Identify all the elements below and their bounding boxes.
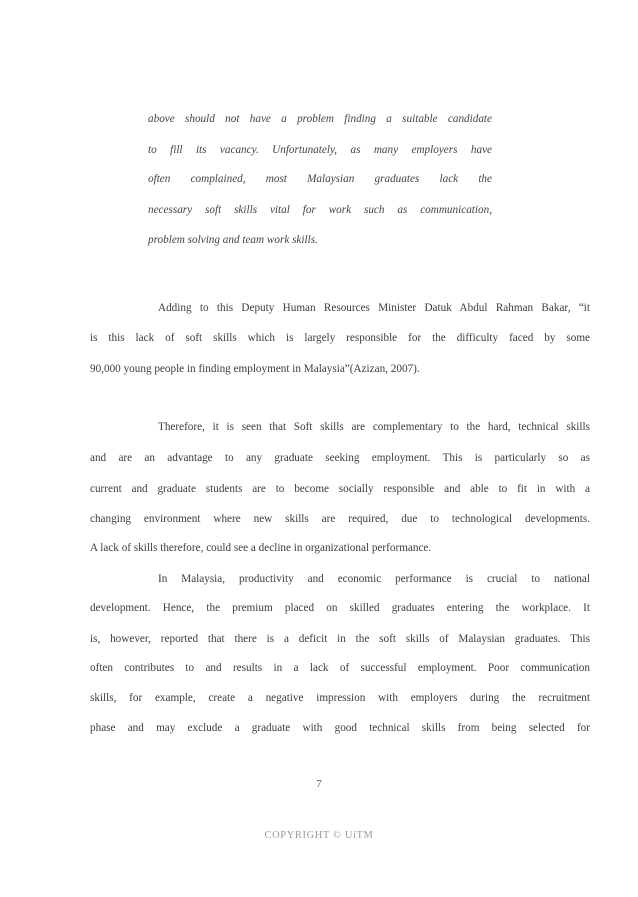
paragraph-line: changing environment where new skills are required, due to technological developments. [90,513,590,525]
paragraph-line: often contributes to and results in a lack of successful employment. Poor communication [90,662,590,674]
paragraph-line: 90,000 young people in finding employment in Malaysia”(Azizan, 2007). [90,363,420,375]
paragraph-line: and are an advantage to any graduate seeking employment. This is particularly so as [90,452,590,464]
paragraph-line: Adding to this Deputy Human Resources Minister Datuk Abdul Rahman Bakar, “it [158,302,590,314]
paragraph-line: phase and may exclude a graduate with good technical skills from being selected for [90,722,590,734]
quote-line: above should not have a problem finding a suitable candidate [148,113,492,125]
paragraph-line: is this lack of soft skills which is largely responsible for the difficulty faced by some [90,332,590,344]
paragraph-line: is, however, reported that there is a deficit in the soft skills of Malaysian graduates. This [90,633,590,645]
copyright-footer: COPYRIGHT © UiTM [264,830,374,841]
quote-line: to fill its vacancy. Unfortunately, as many employers have [148,144,492,156]
paragraph-line: Therefore, it is seen that Soft skills are complementary to the hard, technical skills [158,421,590,433]
paragraph-line: A lack of skills therefore, could see a decline in organizational performance. [90,542,432,554]
paragraph-line: skills, for example, create a negative impression with employers during the recruitment [90,692,590,704]
paragraph-line: development. Hence, the premium placed on skilled graduates entering the workplace. It [90,602,590,614]
quote-line: problem solving and team work skills. [148,234,318,246]
page-number: 7 [316,778,322,790]
paragraph-line: In Malaysia, productivity and economic performance is crucial to national [158,573,590,585]
quote-line: necessary soft skills vital for work such as communication, [148,204,492,216]
quote-line: often complained, most Malaysian graduates lack the [148,173,492,185]
paragraph-line: current and graduate students are to become socially responsible and able to fit in with a [90,483,590,495]
